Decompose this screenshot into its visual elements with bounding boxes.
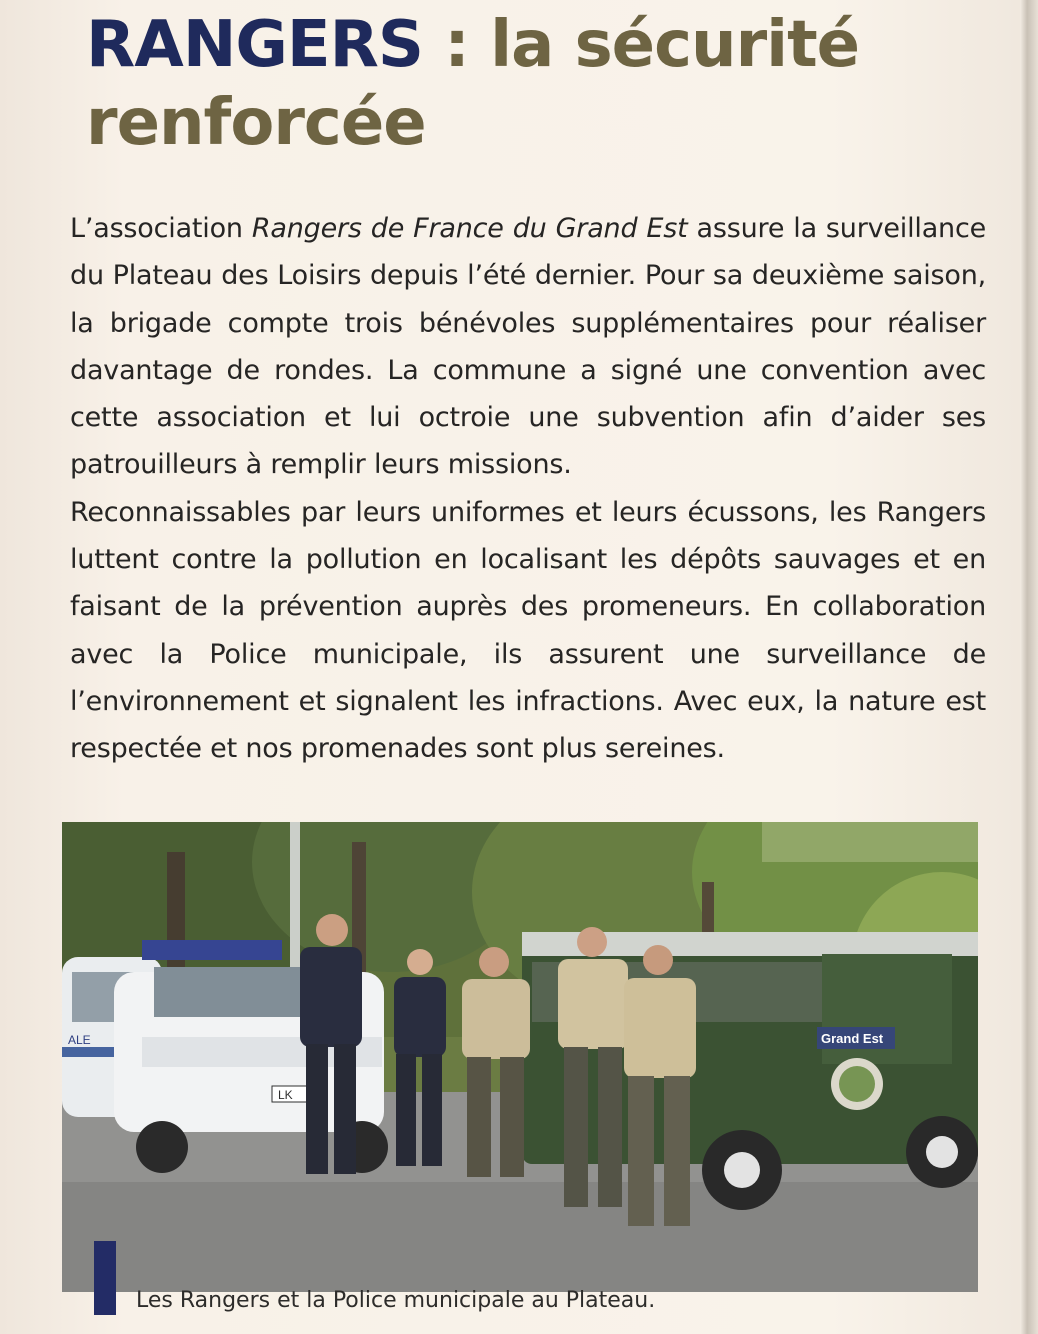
photo-vehicle-sign: Grand Est xyxy=(821,1031,884,1046)
photo-door-text: ALE xyxy=(68,1033,91,1047)
photo-caption: Les Rangers et la Police municipale au Plateau. xyxy=(136,1288,656,1313)
article-photo xyxy=(62,822,978,1292)
association-name: Rangers de France du Grand Est xyxy=(251,213,688,244)
article-body xyxy=(70,205,986,773)
caption-accent-bar xyxy=(94,1241,116,1315)
title-rest: la sécurité renforcée xyxy=(86,8,860,160)
body-intro-start: L’association xyxy=(70,213,252,244)
title-brand: RANGERS xyxy=(86,8,423,82)
title-separator: : xyxy=(423,8,491,82)
body-intro-rest: assure la surveillance du Plateau des Loisirs depuis l’été dernier. Pour sa deuxième saison, la brigade compte trois bénévoles supplémentaires pour réaliser davantage de rondes. La commune a signé une convention avec cette association et lui octroie une subvention afin d’aider ses patrouilleurs à remplir leurs missions. xyxy=(70,213,987,481)
body-paragraph-2: Reconnaissables par leurs uniformes et leurs écussons, les Rangers luttent contre la pollution en localisant les dépôts sauvages et en faisant de la prévention auprès des promeneurs. En collaboration avec la Police municipale, ils assurent une surveillance de l’environnement et signalent les infractions. Avec eux, la nature est respectée et nos promenades sont plus sereines. xyxy=(70,496,986,765)
photo-plate: LK xyxy=(278,1088,293,1102)
page-fold-edge xyxy=(1020,0,1038,1334)
article-title xyxy=(86,6,986,162)
